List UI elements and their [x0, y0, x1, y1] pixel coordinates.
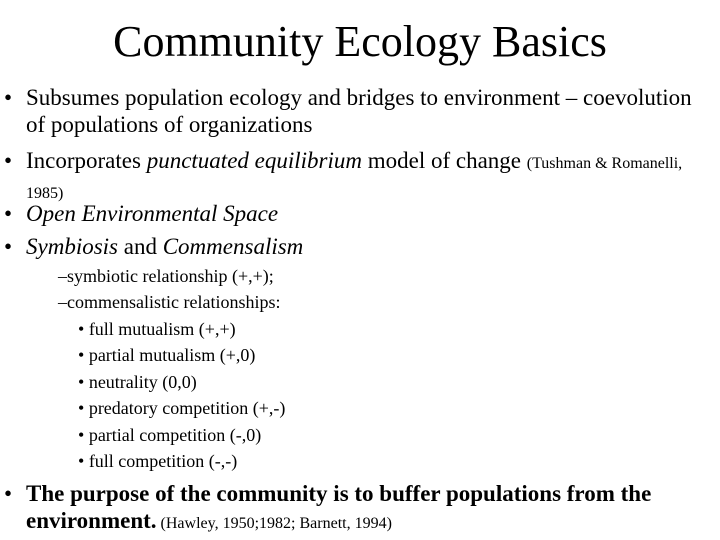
sub-item-symbiotic — [58, 263, 274, 289]
bullet-subsumes — [4, 84, 710, 138]
sub-sub-item-text: predatory competition (+,-) — [88, 398, 286, 418]
sub-sub-item — [78, 422, 261, 448]
bullet-marker: • — [78, 372, 85, 392]
sub-sub-item — [78, 316, 236, 342]
sub-sub-item — [78, 448, 237, 474]
bullet-marker: • — [4, 234, 13, 259]
dash-marker: – — [58, 266, 67, 286]
bullet-text — [26, 233, 710, 260]
bullet-punctuated-equilibrium — [4, 147, 710, 207]
bullet-text-bold: The purpose of the community is to buffer populations from the environment. — [26, 481, 652, 533]
sub-sub-item-text: neutrality (0,0) — [88, 372, 197, 392]
bullet-text-italic: punctuated equilibrium — [146, 148, 362, 173]
bullet-marker: • — [78, 451, 85, 471]
bullet-text-italic: Symbiosis — [26, 234, 118, 259]
bullet-marker: • — [4, 85, 13, 110]
sub-sub-item-text: partial competition (-,0) — [88, 425, 262, 445]
bullet-text-italic: Open Environmental Space — [26, 201, 279, 226]
sub-sub-item-text: full competition (-,-) — [88, 451, 238, 471]
bullet-marker: • — [4, 201, 13, 226]
bullet-text-italic: Commensalism — [162, 234, 304, 259]
bullet-marker: • — [4, 148, 13, 173]
sub-sub-item-text: full mutualism (+,+) — [88, 319, 236, 339]
bullet-text — [26, 480, 710, 537]
bullet-open-space — [4, 200, 710, 227]
bullet-text — [26, 200, 710, 227]
sub-sub-item — [78, 395, 285, 421]
bullet-marker: • — [78, 345, 85, 365]
bullet-text-part: and — [118, 234, 163, 259]
citation: (Hawley, 1950;1982; Barnett, 1994) — [156, 515, 392, 532]
sub-sub-item-text: partial mutualism (+,0) — [88, 345, 256, 365]
bullet-text: Subsumes population ecology and bridges to environment – coevolution of populations of organizations — [26, 85, 692, 137]
dash-marker: – — [58, 292, 67, 312]
bullet-text-part: Incorporates — [26, 148, 147, 173]
sub-sub-item — [78, 369, 197, 395]
sub-item-commensalistic — [58, 289, 280, 315]
sub-item-text: commensalistic relationships: — [67, 292, 281, 312]
sub-item-text: symbiotic relationship (+,+); — [67, 266, 274, 286]
bullet-text-part: model of change — [361, 148, 527, 173]
bullet-marker: • — [78, 425, 85, 445]
citation: (Tushman & Romanelli, 1985) — [26, 155, 683, 202]
slide-title: Community Ecology Basics — [113, 17, 607, 66]
sub-sub-item — [78, 342, 255, 368]
bullet-symbiosis — [4, 233, 710, 260]
bullet-text — [26, 147, 710, 207]
bullet-marker: • — [78, 319, 85, 339]
bullet-marker: • — [78, 398, 85, 418]
bullet-marker: • — [4, 481, 13, 506]
bullet-purpose — [4, 480, 710, 537]
